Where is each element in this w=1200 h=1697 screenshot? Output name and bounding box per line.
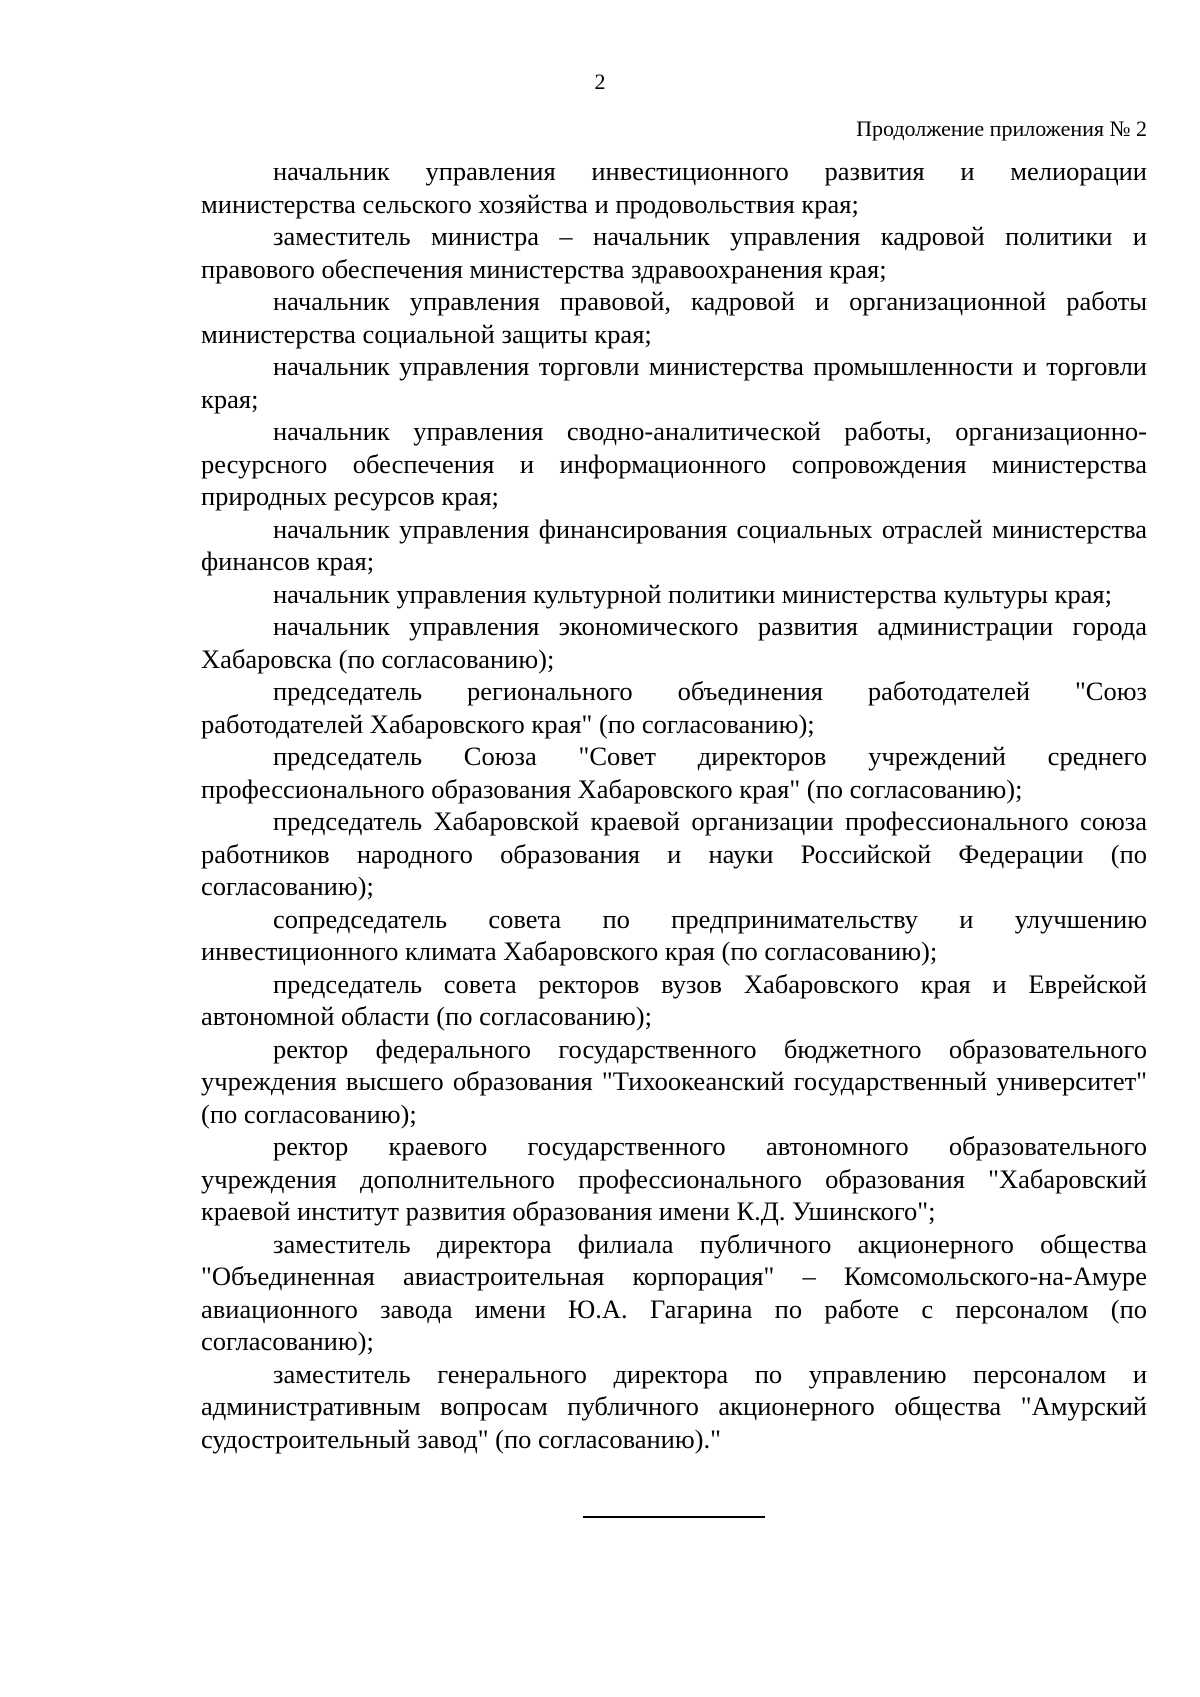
list-item: начальник управления инвестиционного развития и мелиорации министерства сельского хозяйства и продовольствия края;: [201, 156, 1147, 219]
list-item: начальник управления правовой, кадровой и организационной работы министерства социальной защиты края;: [201, 286, 1147, 349]
list-item: председатель Хабаровской краевой организации профессионального союза работников народного образования и науки Российской Федерации (по согласованию);: [201, 806, 1147, 901]
page-number: 2: [594, 69, 606, 94]
list-item: заместитель генерального директора по управлению персоналом и административным вопросам публичного акционерного общества "Амурский судостроительный завод" (по согласованию).": [201, 1358, 1147, 1454]
list-item: ректор федерального государственного бюджетного образовательного учреждения высшего образования "Тихоокеанский государственный университет" (по согласованию);: [201, 1033, 1147, 1129]
list-item: председатель Союза "Совет директоров учреждений среднего профессионального образования Хабаровского края" (по согласованию);: [201, 741, 1147, 804]
members-list: [201, 155, 1147, 1455]
list-item: сопредседатель совета по предпринимательству и улучшению инвестиционного климата Хабаровского края (по согласованию);: [201, 903, 1147, 966]
list-item: начальник управления торговли министерства промышленности и торговли края;: [201, 351, 1147, 414]
list-item: заместитель директора филиала публичного акционерного общества "Объединенная авиастроительная корпорация" – Комсомольского-на-Амуре авиационного завода имени Ю.А. Гагарина по работе с персоналом (по согласованию);: [201, 1228, 1147, 1356]
end-divider-line: [583, 1516, 765, 1518]
list-item: начальник управления экономического развития администрации города Хабаровска (по согласованию);: [201, 611, 1147, 674]
list-item: ректор краевого государственного автономного образовательного учреждения дополнительного профессионального образования "Хабаровский краевой институт развития образования имени К.Д. Ушинского";: [201, 1131, 1147, 1226]
list-item: заместитель министра – начальник управления кадровой политики и правового обеспечения министерства здравоохранения края;: [201, 221, 1147, 284]
list-item: председатель регионального объединения работодателей "Союз работодателей Хабаровского края" (по согласованию);: [201, 676, 1147, 739]
list-item: начальник управления культурной политики министерства культуры края;: [273, 578, 1112, 609]
list-item: начальник управления сводно-аналитической работы, организационно-ресурсного обеспечения и информационного сопровождения министерства природных ресурсов края;: [201, 416, 1147, 511]
list-item: председатель совета ректоров вузов Хабаровского края и Еврейской автономной области (по согласованию);: [201, 968, 1147, 1031]
continuation-label: Продолжение приложения № 2: [856, 116, 1147, 141]
list-item: начальник управления финансирования социальных отраслей министерства финансов края;: [201, 513, 1147, 576]
